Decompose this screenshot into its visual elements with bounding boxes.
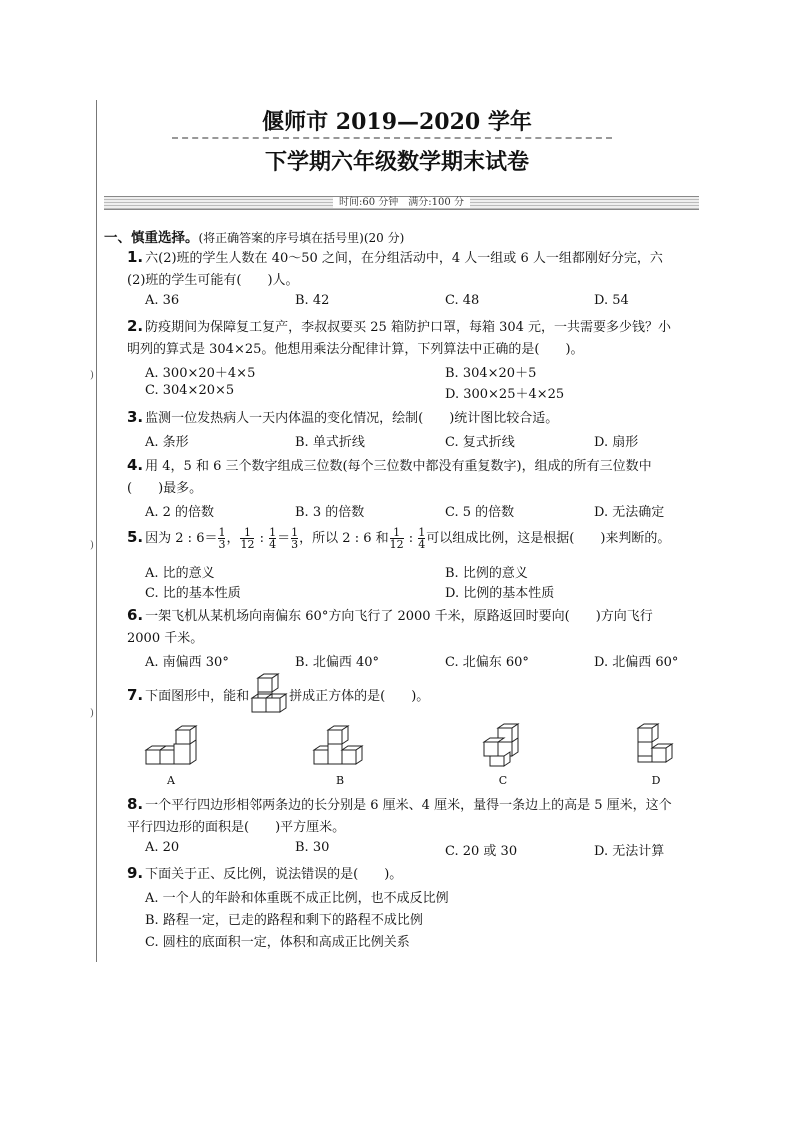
numerator: 1 <box>243 526 251 539</box>
question-number: 6. <box>127 606 144 624</box>
fraction-1-12 <box>240 527 254 550</box>
option-a[interactable]: A. 条形 <box>145 435 189 450</box>
option-a[interactable]: A. 36 <box>145 293 180 308</box>
question-text: 下面关于正、反比例，说法错误的是( )。 <box>145 867 403 882</box>
option-c[interactable]: C. 圆柱的底面积一定，体积和高成正比例关系 <box>145 935 410 950</box>
denominator: 3 <box>218 538 226 551</box>
question-5 <box>127 526 702 550</box>
option-c[interactable]: C. 5 的倍数 <box>445 505 515 520</box>
option-b[interactable]: B. 比例的意义 <box>445 566 528 581</box>
question-number: 4. <box>127 456 144 474</box>
question-9-option-c <box>145 931 705 951</box>
question-number: 3. <box>127 408 144 426</box>
question-text: 一架飞机从某机场向南偏东 60°方向飞行了 2000 千米，原路返回时要向( )方向飞行 <box>145 609 653 624</box>
option-a-label: A <box>167 774 175 787</box>
option-b[interactable]: B. 42 <box>295 293 330 308</box>
option-d[interactable]: D. 扇形 <box>594 435 639 450</box>
option-d-figure[interactable] <box>634 722 680 770</box>
option-c-figure[interactable] <box>480 722 526 770</box>
option-c[interactable]: C. 北偏东 60° <box>445 655 529 670</box>
time-score-info: 时间:60 分钟 满分:100 分 <box>333 197 470 208</box>
question-text: ，所以 2 : 6 和 <box>299 531 389 546</box>
option-c[interactable]: C. 20 或 30 <box>445 844 518 859</box>
question-1-options <box>145 293 705 313</box>
exam-title-line2: 下学期六年级数学期末试卷 <box>264 149 529 175</box>
question-3-options <box>145 431 705 451</box>
fraction-1-3 <box>218 527 225 550</box>
option-b[interactable]: B. 30 <box>295 840 330 855</box>
question-4 <box>127 454 702 500</box>
denominator: 3 <box>291 538 299 551</box>
question-number: 9. <box>127 864 144 882</box>
question-2-options-row2 <box>145 383 705 403</box>
numerator: 1 <box>218 526 226 539</box>
question-2-options <box>145 362 705 382</box>
question-text: 一个平行四边形相邻两条边的长分别是 6 厘米、4 厘米，量得一条边上的高是 5 厘米，这个 <box>145 798 672 813</box>
question-text: : <box>404 531 418 546</box>
question-5-options-row2 <box>145 582 705 602</box>
question-text: 2000 千米。 <box>127 631 204 646</box>
question-text: 因为 2 : 6＝ <box>145 531 218 546</box>
numerator: 1 <box>418 526 426 539</box>
section-note: (将正确答案的序号填在括号里)(20 分) <box>198 231 405 245</box>
option-c[interactable]: C. 48 <box>445 293 480 308</box>
option-a[interactable]: A. 300×20＋4×5 <box>145 366 256 381</box>
question-6 <box>127 604 702 650</box>
question-text: 下面图形中，能和 <box>145 689 250 704</box>
question-text: 平行四边形的面积是( )平方厘米。 <box>127 820 346 835</box>
question-text: ( )最多。 <box>127 481 203 496</box>
binding-hole-mark: ) <box>90 370 94 381</box>
option-b[interactable]: B. 路程一定，已走的路程和剩下的路程不成比例 <box>145 913 423 928</box>
section-title: 一、慎重选择。 <box>104 230 199 246</box>
numerator: 1 <box>269 526 277 539</box>
option-b[interactable]: B. 单式折线 <box>295 435 365 450</box>
question-number: 2. <box>127 317 144 335</box>
question-number: 1. <box>127 248 144 266</box>
fraction-1-4 <box>418 527 425 550</box>
option-d[interactable]: D. 无法确定 <box>594 505 665 520</box>
question-8 <box>127 793 702 839</box>
numerator: 1 <box>291 526 299 539</box>
question-2 <box>127 315 702 361</box>
option-d-label: D <box>651 774 661 787</box>
question-9-option-b <box>145 909 705 929</box>
binding-hole-mark: ) <box>90 708 94 719</box>
fraction-1-3 <box>291 527 298 550</box>
question-text: 六(2)班的学生人数在 40～50 之间，在分组活动中，4 人一组或 6 人一组都刚好分完，六 <box>145 251 663 266</box>
question-text: 可以组成比例，这是根据( )来判断的。 <box>426 531 671 546</box>
question-text: 用 4，5 和 6 三个数字组成三位数(每个三位数中都没有重复数字)，组成的所有三位数中 <box>145 459 652 474</box>
option-a-figure[interactable] <box>142 724 202 768</box>
fraction-1-4 <box>269 527 276 550</box>
option-c-label: C <box>498 774 508 787</box>
option-a[interactable]: A. 南偏西 30° <box>145 655 229 670</box>
denominator: 4 <box>418 538 426 551</box>
option-a[interactable]: A. 20 <box>145 840 180 855</box>
option-c[interactable]: C. 比的基本性质 <box>145 586 241 601</box>
option-d[interactable]: D. 300×25＋4×25 <box>445 387 565 402</box>
option-c[interactable]: C. 304×20×5 <box>145 383 235 398</box>
question-number: 5. <box>127 528 144 546</box>
time-score-bar <box>104 196 699 210</box>
question-9-option-a <box>145 887 705 907</box>
denominator: 4 <box>269 538 277 551</box>
question-number: 7. <box>127 686 144 704</box>
numerator: 1 <box>393 526 401 539</box>
question-9 <box>127 862 702 886</box>
question-7 <box>127 684 702 708</box>
exam-title-line1: 偃师市 2019—2020 学年 <box>262 109 532 135</box>
binding-hole-mark: ) <box>90 540 94 551</box>
option-d[interactable]: D. 54 <box>594 293 629 308</box>
binding-margin-line <box>96 100 97 962</box>
fraction-1-12 <box>390 527 404 550</box>
question-text: 明列的算式是 304×25。他想用乘法分配律计算，下列算法中正确的是( )。 <box>127 342 584 357</box>
option-d[interactable]: D. 无法计算 <box>594 844 665 859</box>
question-4-options <box>145 501 705 521</box>
question-text: : <box>255 531 269 546</box>
cube-piece-figure <box>248 670 292 718</box>
question-text: (2)班的学生可能有( )人。 <box>127 273 299 288</box>
question-text: 监测一位发热病人一天内体温的变化情况，绘制( )统计图比较合适。 <box>145 411 559 426</box>
question-text: 防疫期间为保障复工复产，李叔叔要买 25 箱防护口罩，每箱 304 元，一共需要多少钱？小 <box>145 320 672 335</box>
question-text: ， <box>226 531 240 546</box>
option-c[interactable]: C. 复式折线 <box>445 435 515 450</box>
option-d[interactable]: D. 北偏西 60° <box>594 655 679 670</box>
option-a[interactable]: A. 比的意义 <box>145 566 215 581</box>
option-b[interactable]: B. 304×20＋5 <box>445 366 537 381</box>
question-6-options <box>145 651 705 671</box>
denominator: 12 <box>240 538 255 551</box>
option-b[interactable]: B. 3 的倍数 <box>295 505 365 520</box>
option-b-label: B <box>335 774 345 787</box>
option-b-figure[interactable] <box>310 724 370 768</box>
option-b[interactable]: B. 北偏西 40° <box>295 655 379 670</box>
option-d[interactable]: D. 比例的基本性质 <box>445 586 555 601</box>
option-a[interactable]: A. 一个人的年龄和体重既不成正比例，也不成反比例 <box>145 891 449 906</box>
question-3 <box>127 406 702 430</box>
denominator: 12 <box>389 538 404 551</box>
option-a[interactable]: A. 2 的倍数 <box>145 505 215 520</box>
title-divider <box>172 137 612 139</box>
section-heading <box>104 226 404 246</box>
question-5-options <box>145 562 705 582</box>
question-text: 拼成正方体的是( )。 <box>289 689 430 704</box>
question-1 <box>127 246 702 292</box>
question-number: 8. <box>127 795 144 813</box>
question-8-options <box>145 840 705 860</box>
question-text: ＝ <box>277 531 291 546</box>
